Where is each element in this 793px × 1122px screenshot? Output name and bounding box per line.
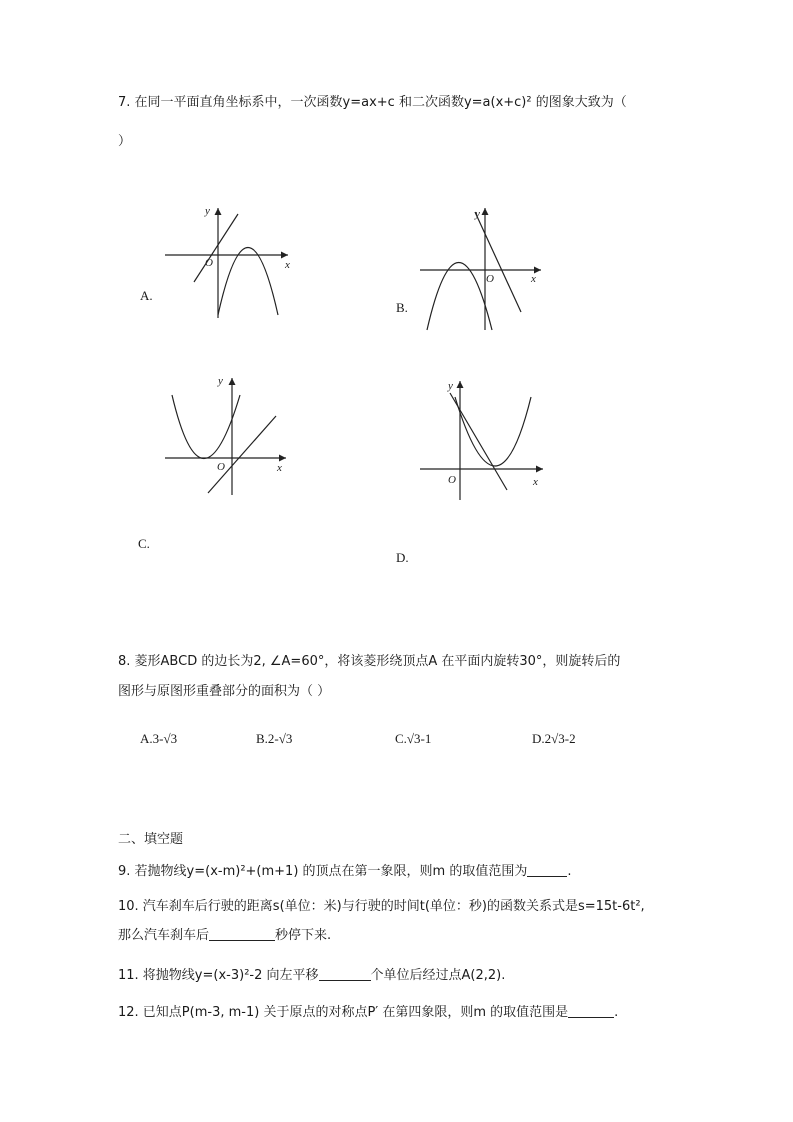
q11 [118, 966, 505, 985]
q12-end: . [614, 1005, 619, 1020]
section-heading: 二、填空题 [118, 832, 184, 847]
graph-d-y-label: y [448, 380, 453, 392]
q10-line1: 10. 汽车刹车后行驶的距离s(单位：米)与行驶的时间t(单位：秒)的函数关系式是s=15t-6t², [118, 899, 645, 914]
q10-line2 [118, 926, 331, 945]
option-d-label: D. [396, 550, 409, 565]
graph-b-y-label: y [475, 208, 480, 220]
graph-c-x-label: x [277, 462, 282, 474]
graph-d [415, 375, 555, 505]
q11-end: 个单位后经过点A(2,2). [370, 968, 506, 983]
q11-blank[interactable] [319, 966, 371, 981]
q10-text: 那么汽车刹车后 [118, 928, 210, 943]
q8-option-c: C.√3-1 [395, 731, 432, 746]
q8-option-b: B.2-√3 [256, 731, 293, 746]
graph-b [415, 200, 555, 335]
q11-text: 11. 将抛物线y=(x-3)²-2 向左平移 [118, 968, 319, 983]
graph-a-y-label: y [205, 205, 210, 217]
q9-blank[interactable] [527, 862, 567, 877]
q9 [118, 862, 571, 881]
graph-a [160, 200, 300, 325]
graph-b-origin: O [486, 273, 494, 285]
q9-end: . [567, 864, 572, 879]
graph-b-x-label: x [531, 273, 536, 285]
q7-stem: 7. 在同一平面直角坐标系中，一次函数y=ax+c 和二次函数y=a(x+c)² 的图象大致为（ [118, 95, 627, 110]
option-c-label: C. [138, 536, 150, 551]
graph-d-x-label: x [533, 476, 538, 488]
q10-blank[interactable] [209, 926, 275, 941]
q9-text: 9. 若抛物线y=(x-m)²+(m+1) 的顶点在第一象限，则m 的取值范围为 [118, 864, 528, 879]
graph-c-origin: O [217, 461, 225, 473]
q8-option-a: A.3-√3 [140, 731, 178, 746]
q8-option-d: D.2√3-2 [532, 731, 576, 746]
q8-line2: 图形与原图形重叠部分的面积为（ ） [118, 684, 331, 699]
q12-blank[interactable] [568, 1003, 614, 1018]
q12 [118, 1003, 618, 1022]
q7-text [118, 94, 627, 112]
graph-d-origin: O [448, 474, 456, 486]
graph-c [160, 370, 300, 500]
q12-text: 12. 已知点P(m-3, m-1) 关于原点的对称点P′ 在第四象限，则m 的取值范围是 [118, 1005, 569, 1020]
option-b-label: B. [396, 300, 408, 315]
graph-a-x-label: x [285, 259, 290, 271]
q10-end: 秒停下来. [275, 928, 332, 943]
graph-c-y-label: y [218, 375, 223, 387]
option-a-label: A. [140, 288, 153, 303]
q8-line1: 8. 菱形ABCD 的边长为2, ∠A=60°，将该菱形绕顶点A 在平面内旋转30°，则旋转后的 [118, 654, 621, 669]
q7-close-paren: ） [118, 134, 132, 149]
graph-a-origin: O [205, 257, 213, 269]
